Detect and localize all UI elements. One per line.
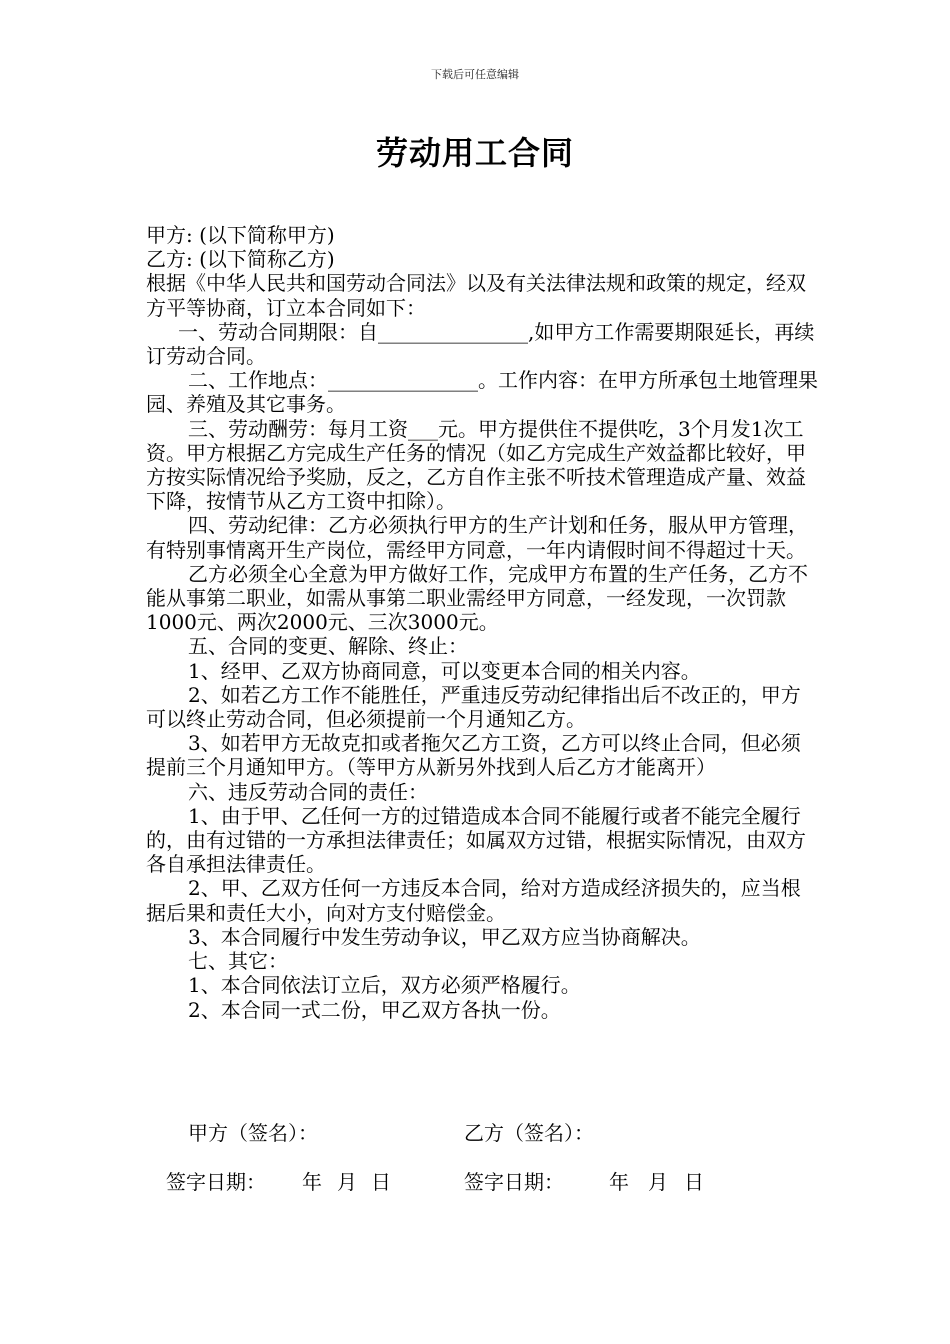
clause-change-item-1: 1、经甲、乙双方协商同意，可以变更本合同的相关内容。 bbox=[188, 658, 701, 683]
party-a-line: 甲方: (以下简称甲方) bbox=[146, 223, 335, 247]
clause-workplace: 二、工作地点：_______________。工作内容：在甲方所承包土地管理果园、养殖及其它事务。 bbox=[146, 368, 818, 417]
clause-discipline: 四、劳动纪律：乙方必须执行甲方的生产计划和任务，服从甲方管理，有特别事情离开生产岗位，需经甲方同意，一年内请假时间不得超过十天。 bbox=[146, 513, 808, 562]
party-a-date-month: 月 bbox=[337, 1170, 357, 1194]
clause-term: 一、劳动合同期限：自_______________,如甲方工作需要期限延长，再续订劳动合同。 bbox=[146, 319, 815, 369]
party-b-date-month: 月 bbox=[648, 1170, 668, 1194]
clause-other-heading: 七、其它： bbox=[188, 949, 288, 974]
preamble-paragraph: 根据《中华人民共和国劳动合同法》以及有关法律法规和政策的规定，经双方平等协商，订立本合同如下： bbox=[146, 271, 806, 320]
party-a-signature-label: 甲方（签名）： bbox=[188, 1121, 318, 1145]
clause-discipline-extra: 乙方必须全心全意为甲方做好工作，完成甲方布置的生产任务，乙方不能从事第二职业，如需从事第二职业需经甲方同意，一经发现，一次罚款1000元、两次2000元、三次3000元。 bbox=[146, 561, 808, 635]
party-a-date-day: 日 bbox=[371, 1170, 391, 1194]
header-note: 下载后可任意编辑 bbox=[431, 68, 519, 81]
party-a-date-label: 签字日期： bbox=[166, 1170, 266, 1194]
clause-liability-item-2: 2、甲、乙双方任何一方违反本合同，给对方造成经济损失的，应当根据后果和责任大小，向对方支付赔偿金。 bbox=[146, 876, 801, 925]
clause-change-heading: 五、合同的变更、解除、终止： bbox=[188, 634, 468, 659]
party-a-date-year: 年 bbox=[302, 1170, 322, 1194]
party-b-date-label: 签字日期： bbox=[464, 1170, 564, 1194]
document-title: 劳动用工合同 bbox=[375, 134, 574, 172]
clause-liability-item-1: 1、由于甲、乙任何一方的过错造成本合同不能履行或者不能完全履行的，由有过错的一方承担法律责任；如属双方过错，根据实际情况，由双方各自承担法律责任。 bbox=[146, 803, 806, 877]
party-b-line: 乙方: (以下简称乙方) bbox=[146, 247, 335, 272]
clause-pay: 三、劳动酬劳：每月工资___元。甲方提供住不提供吃，3个月发1次工资。甲方根据乙方完成生产任务的情况（如乙方完成生产效益都比较好，甲方按实际情况给予奖励，反之，乙方自作主张不听技术管理造成产量、效益下降，按情节从乙方工资中扣除）。 bbox=[146, 416, 806, 514]
clause-change-item-3: 3、如若甲方无故克扣或者拖欠乙方工资，乙方可以终止合同，但必须提前三个月通知甲方。（等甲方从新另外找到人后乙方才能离开） bbox=[146, 731, 801, 780]
clause-other-item-1: 1、本合同依法订立后，双方必须严格履行。 bbox=[188, 973, 581, 998]
party-b-signature-label: 乙方（签名）： bbox=[464, 1121, 594, 1145]
party-b-date-year: 年 bbox=[609, 1170, 629, 1194]
clause-other-item-2: 2、本合同一式二份，甲乙双方各执一份。 bbox=[188, 997, 561, 1022]
contract-body bbox=[146, 223, 818, 1022]
clause-liability-item-3: 3、本合同履行中发生劳动争议，甲乙双方应当协商解决。 bbox=[188, 924, 701, 949]
clause-change-item-2: 2、如若乙方工作不能胜任，严重违反劳动纪律指出后不改正的，甲方可以终止劳动合同，但必须提前一个月通知乙方。 bbox=[146, 682, 801, 732]
party-b-date-day: 日 bbox=[684, 1170, 704, 1194]
clause-liability-heading: 六、违反劳动合同的责任： bbox=[188, 779, 428, 804]
